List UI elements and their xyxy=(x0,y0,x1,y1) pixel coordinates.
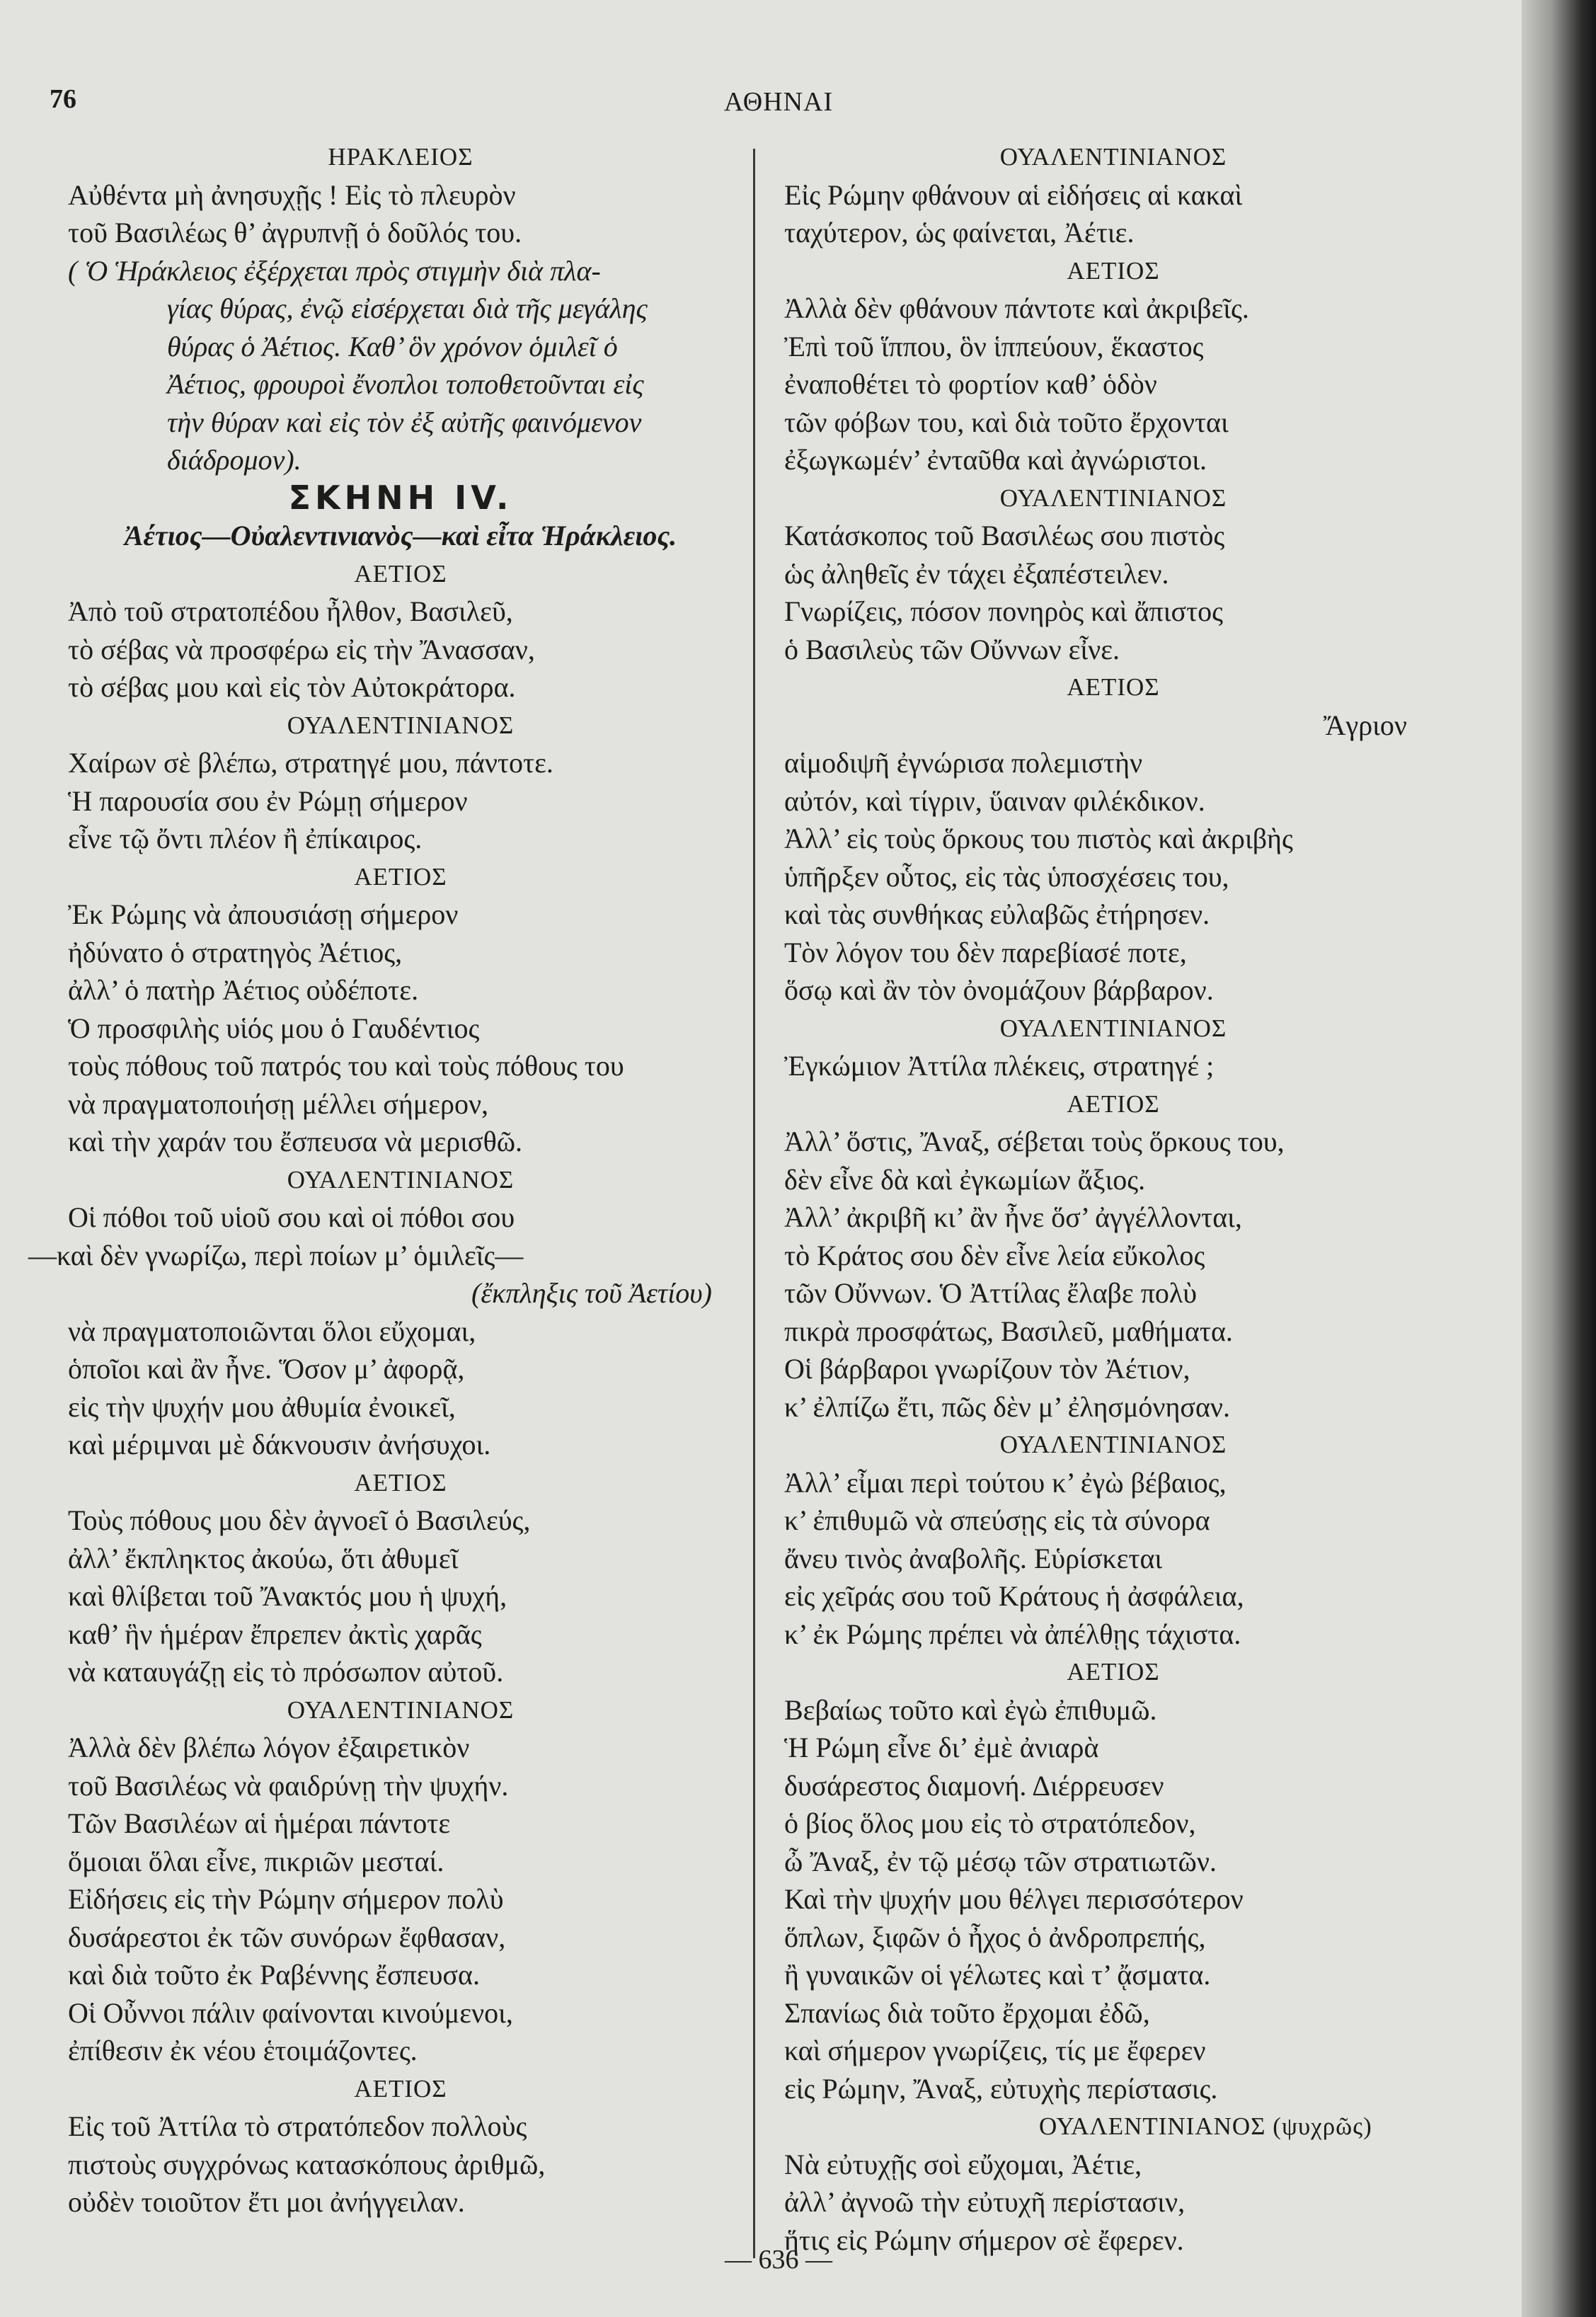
verse-line: εἰς τὴν ψυχήν μου ἀθυμία ἐνοικεῖ, xyxy=(68,1390,456,1423)
verse-line: Βεβαίως τοῦτο καὶ ἐγὼ ἐπιθυμῶ. xyxy=(784,1693,1157,1726)
verse-line: Ἀλλ’ ἀκριβῆ κι’ ἂν ἦνε ὅσ’ ἀγγέλλονται, xyxy=(784,1201,1242,1233)
verse-line: Ἡ Ρώμη εἶνε δι’ ἐμὲ ἀνιαρὰ xyxy=(784,1732,1099,1763)
speaker-name: ΑΕΤΙΟΣ xyxy=(354,559,447,588)
stage-aside: (ἔκπληξις τοῦ Ἀετίου) xyxy=(471,1277,712,1309)
verse-line: Νὰ εὐτυχῇς σοὶ εὔχομαι, Ἀέτιε, xyxy=(784,2148,1142,2180)
verse-line: Οἱ βάρβαροι γνωρίζουν τὸν Ἀέτιον, xyxy=(784,1353,1190,1385)
verse-line: Κατάσκοπος τοῦ Βασιλέως σου πιστὸς xyxy=(784,520,1225,551)
verse-line: πιστοὺς συγχρόνως κατασκόπους ἀριθμῶ, xyxy=(68,2148,546,2180)
verse-line: ἀλλ’ ἀγνοῶ τὴν εὐτυχῆ περίστασιν, xyxy=(784,2186,1185,2218)
page-number: 76 xyxy=(50,84,76,114)
stage-direction: γίας θύρας, ἐνῷ εἰσέρχεται διὰ τῆς μεγάλης xyxy=(167,292,648,324)
verse-line: ἠδύνατο ὁ στρατηγὸς Ἀέτιος, xyxy=(68,936,403,968)
verse-line: Ἀλλ’ εἶμαι περὶ τούτου κ’ ἐγὼ βέβαιος, xyxy=(784,1466,1227,1499)
verse-line: Τὸν λόγον του δὲν παρεβίασέ ποτε, xyxy=(784,936,1187,968)
verse-line: ὅσῳ καὶ ἂν τὸν ὀνομάζουν βάρβαρον. xyxy=(784,974,1214,1006)
speaker-name: ΗΡΑΚΛΕΙΟΣ xyxy=(328,143,473,171)
verse-line: εἰς χεῖράς σου τοῦ Κράτους ἡ ἀσφάλεια, xyxy=(784,1580,1244,1612)
dramatis-personae: Ἀέτιος—Οὐαλεντινιανὸς—καὶ εἶτα Ἡράκλειος. xyxy=(124,520,677,551)
verse-line: δὲν εἶνε δὰ καὶ ἐγκωμίων ἄξιος. xyxy=(784,1163,1146,1196)
speaker-name: ΟΥΑΛΕΝΤΙΝΙΑΝΟΣ xyxy=(999,143,1227,171)
verse-line: καὶ θλίβεται τοῦ Ἄνακτός μου ἡ ψυχή, xyxy=(68,1580,507,1612)
verse-line: Ἐγκώμιον Ἀττίλα πλέκεις, στρατηγέ ; xyxy=(784,1050,1215,1082)
scene-heading: ΣΚΗΝΗ IV. xyxy=(288,478,513,517)
speaker-name: ΑΕΤΙΟΣ xyxy=(1067,1658,1160,1686)
stage-direction: διάδρομον). xyxy=(167,444,302,476)
speaker-name: ΟΥΑΛΕΝΤΙΝΙΑΝΟΣ xyxy=(287,1165,515,1194)
speaker-name: ΑΕΤΙΟΣ xyxy=(1067,1089,1160,1118)
verse-line: Οἱ Οὖννοι πάλιν φαίνονται κινούμενοι, xyxy=(68,1996,513,2029)
running-head: ΑΘΗΝΑΙ xyxy=(723,87,834,117)
book-spine-shadow xyxy=(1522,0,1596,2317)
verse-line: ἀλλ’ ἔκπληκτος ἀκούω, ὅτι ἀθυμεῖ xyxy=(68,1542,459,1574)
verse-line: ἐναποθέτει τὸ φορτίον καθ’ ὁδὸν xyxy=(784,368,1157,400)
verse-line: καὶ τὴν χαράν του ἔσπευσα νὰ μερισθῶ. xyxy=(68,1126,523,1157)
footer-page-number: — 636 — xyxy=(725,2245,832,2275)
verse-line: ὁ Βασιλεὺς τῶν Οὔννων εἶνε. xyxy=(784,633,1120,665)
speaker-name: ΟΥΑΛΕΝΤΙΝΙΑΝΟΣ (ψυχρῶς) xyxy=(1039,2112,1372,2140)
verse-line: ἐπίθεσιν ἐκ νέου ἑτοιμάζοντες. xyxy=(68,2035,418,2066)
column-divider xyxy=(753,149,755,2258)
verse-line: καθ’ ἣν ἡμέραν ἔπρεπεν ἀκτὶς χαρᾶς xyxy=(68,1618,482,1650)
verse-line: εἰς Ρώμην, Ἄναξ, εὐτυχὴς περίστασις. xyxy=(784,2072,1218,2105)
verse-line: ὁ βίος ὅλος μου εἰς τὸ στρατόπεδον, xyxy=(784,1807,1196,1839)
verse-line: τοῦ Βασιλέως θ’ ἀγρυπνῇ ὁ δοῦλός του. xyxy=(68,217,522,248)
verse-line: νὰ πραγματοποιῶνται ὅλοι εὔχομαι, xyxy=(68,1315,476,1347)
verse-line: αἱμοδιψῆ ἐγνώρισα πολεμιστὴν xyxy=(784,747,1143,779)
speaker-name: ΑΕΤΙΟΣ xyxy=(1067,256,1160,285)
verse-line: Αὐθέντα μὴ ἀνησυχῇς ! Εἰς τὸ πλευρὸν xyxy=(68,178,516,211)
speaker-name: ΟΥΑΛΕΝΤΙΝΙΑΝΟΣ xyxy=(999,484,1227,512)
verse-line: ὡς ἀληθεῖς ἐν τάχει ἐξαπέστειλεν. xyxy=(784,557,1169,590)
verse-line: Ὁ προσφιλὴς υἱός μου ὁ Γαυδέντιος xyxy=(68,1012,480,1044)
verse-line: νὰ καταυγάζῃ εἰς τὸ πρόσωπον αὐτοῦ. xyxy=(68,1656,504,1688)
verse-line: Ἀπὸ τοῦ στρατοπέδου ἦλθον, Βασιλεῦ, xyxy=(68,595,513,627)
verse-line: ἄνευ τινὸς ἀναβολῆς. Εὑρίσκεται xyxy=(784,1542,1163,1574)
verse-line: ἀλλ’ ὁ πατὴρ Ἀέτιος οὐδέποτε. xyxy=(68,974,419,1006)
verse-line: —καὶ δὲν γνωρίζω, περὶ ποίων μ’ ὁμιλεῖς— xyxy=(28,1239,524,1271)
verse-line: ἥτις εἰς Ρώμην σήμερον σὲ ἔφερεν. xyxy=(784,2224,1184,2256)
verse-line: Ἀλλὰ δὲν βλέπω λόγον ἐξαιρετικὸν xyxy=(68,1732,470,1763)
verse-line: δυσάρεστοι ἐκ τῶν συνόρων ἔφθασαν, xyxy=(68,1921,506,1953)
verse-line: Γνωρίζεις, πόσον πονηρὸς καὶ ἄπιστος xyxy=(784,595,1223,627)
verse-line: Εἰς τοῦ Ἀττίλα τὸ στρατόπεδον πολλοὺς xyxy=(68,2110,527,2142)
verse-line: καὶ μέριμναι μὲ δάκνουσιν ἀνήσυχοι. xyxy=(68,1429,491,1460)
verse-line: Τῶν Βασιλέων αἱ ἡμέραι πάντοτε xyxy=(68,1807,451,1839)
speaker-name: ΟΥΑΛΕΝΤΙΝΙΑΝΟΣ xyxy=(287,711,515,739)
stage-direction: τὴν θύραν καὶ εἰς τὸν ἐξ αὐτῆς φαινόμενον xyxy=(167,406,642,438)
verse-line: Ἐκ Ρώμης νὰ ἀπουσιάσῃ σήμερον xyxy=(68,898,459,930)
verse-line: Ἐπὶ τοῦ ἵππου, ὃν ἱππεύουν, ἕκαστος xyxy=(784,330,1204,362)
right-column xyxy=(784,138,1442,2259)
verse-line: ἢ γυναικῶν οἱ γέλωτες καὶ τ’ ᾄσματα. xyxy=(784,1959,1211,1991)
speaker-name: ΑΕΤΙΟΣ xyxy=(354,862,447,891)
verse-line: Χαίρων σὲ βλέπω, στρατηγέ μου, πάντοτε. xyxy=(68,747,553,779)
verse-line: ὅπλων, ξιφῶν ὁ ἦχος ὁ ἀνδροπρεπής, xyxy=(784,1921,1206,1953)
verse-line: καὶ σήμερον γνωρίζεις, τίς με ἔφερεν xyxy=(784,2035,1206,2066)
verse-line: Εἰς Ρώμην φθάνουν αἱ εἰδήσεις αἱ κακαὶ xyxy=(784,178,1243,211)
speaker-name: ΟΥΑΛΕΝΤΙΝΙΑΝΟΣ xyxy=(999,1014,1227,1042)
verse-line: τοὺς πόθους τοῦ πατρός του καὶ τοὺς πόθους του xyxy=(68,1050,624,1082)
verse-line: Ἀλλ’ εἰς τοὺς ὅρκους του πιστὸς καὶ ἀκριβὴς xyxy=(784,823,1293,854)
stage-direction: Ἀέτιος, φρουροὶ ἔνοπλοι τοποθετοῦνται εἰς xyxy=(167,368,644,400)
verse-line: δυσάρεστος διαμονή. Διέρρευσεν xyxy=(784,1769,1164,1802)
verse-line: Ἡ παρουσία σου ἐν Ρώμῃ σήμερον xyxy=(68,784,468,817)
verse-line: κ’ ἐπιθυμῶ νὰ σπεύσῃς εἰς τὰ σύνορα xyxy=(784,1504,1210,1536)
verse-line: Οἱ πόθοι τοῦ υἱοῦ σου καὶ οἱ πόθοι σου xyxy=(68,1201,515,1233)
verse-line: Τοὺς πόθους μου δὲν ἀγνοεῖ ὁ Βασιλεύς, xyxy=(68,1504,531,1536)
verse-line: ὁποῖοι καὶ ἂν ἦνε. Ὅσον μ’ ἀφορᾷ, xyxy=(68,1353,465,1385)
verse-line: πικρὰ προσφάτως, Βασιλεῦ, μαθήματα. xyxy=(784,1315,1233,1347)
verse-line: ἐξωγκωμέν’ ἐνταῦθα καὶ ἀγνώριστοι. xyxy=(784,444,1207,476)
speaker-name: ΑΕΤΙΟΣ xyxy=(354,2074,447,2103)
verse-line: Καὶ τὴν ψυχήν μου θέλγει περισσότερον xyxy=(784,1883,1244,1915)
verse-line: τῶν Οὔννων. Ὁ Ἀττίλας ἔλαβε πολὺ xyxy=(784,1277,1198,1309)
speaker-name: ΑΕΤΙΟΣ xyxy=(1067,673,1160,701)
verse-line: οὐδὲν τοιοῦτον ἔτι μοι ἀνήγγειλαν. xyxy=(68,2186,465,2218)
verse-line: τὸ σέβας μου καὶ εἰς τὸν Αὐτοκράτορα. xyxy=(68,671,516,703)
verse-line: ταχύτερον, ὡς φαίνεται, Ἀέτιε. xyxy=(784,217,1135,248)
verse-line: καὶ τὰς συνθήκας εὐλαβῶς ἐτήρησεν. xyxy=(784,898,1210,930)
verse-line: τῶν φόβων του, καὶ διὰ τοῦτο ἔρχονται xyxy=(784,406,1229,438)
verse-line: τοῦ Βασιλέως νὰ φαιδρύνῃ τὴν ψυχήν. xyxy=(68,1769,509,1802)
verse-line: Σπανίως διὰ τοῦτο ἔρχομαι ἐδῶ, xyxy=(784,1996,1150,2029)
verse-line: Εἰδήσεις εἰς τὴν Ρώμην σήμερον πολὺ xyxy=(68,1883,504,1915)
verse-line: εἶνε τῷ ὄντι πλέον ἢ ἐπίκαιρος. xyxy=(68,823,423,854)
stage-direction: θύρας ὁ Ἀέτιος. Καθ’ ὃν χρόνον ὁμιλεῖ ὁ xyxy=(167,330,618,362)
verse-line: Ἀλλὰ δὲν φθάνουν πάντοτε καὶ ἀκριβεῖς. xyxy=(784,292,1249,324)
verse-line: κ’ ἐκ Ρώμης πρέπει νὰ ἀπέλθῃς τάχιστα. xyxy=(784,1618,1241,1650)
verse-line: αὐτόν, καὶ τίγριν, ὕαιναν φιλέκδικον. xyxy=(784,784,1205,817)
verse-line: καὶ διὰ τοῦτο ἐκ Ραβέννης ἔσπευσα. xyxy=(68,1959,480,1991)
verse-line: τὸ Κράτος σου δὲν εἶνε λεία εὔκολος xyxy=(784,1239,1205,1271)
verse-line: κ’ ἐλπίζω ἔτι, πῶς δὲν μ’ ἐλησμόνησαν. xyxy=(784,1390,1230,1423)
speaker-name: ΟΥΑΛΕΝΤΙΝΙΑΝΟΣ xyxy=(287,1695,515,1724)
verse-line: ὅμοιαι ὅλαι εἶνε, πικριῶν μεσταί. xyxy=(68,1845,444,1877)
verse-line: τὸ σέβας νὰ προσφέρω εἰς τὴν Ἄνασσαν, xyxy=(68,633,535,665)
stage-direction: ( Ὁ Ἡράκλειος ἐξέρχεται πρὸς στιγμὴν διὰ πλα- xyxy=(68,254,601,287)
verse-line: ὑπῆρξεν οὗτος, εἰς τὰς ὑποσχέσεις του, xyxy=(784,860,1229,893)
verse-line: νὰ πραγματοποιήσῃ μέλλει σήμερον, xyxy=(68,1087,489,1120)
verse-line: ὦ Ἄναξ, ἐν τῷ μέσῳ τῶν στρατιωτῶν. xyxy=(784,1845,1217,1877)
speaker-name: ΟΥΑΛΕΝΤΙΝΙΑΝΟΣ xyxy=(999,1431,1227,1458)
verse-line: Ἀλλ’ ὅστις, Ἄναξ, σέβεται τοὺς ὅρκους του, xyxy=(784,1126,1285,1157)
left-column xyxy=(28,138,733,2221)
verse-line: Ἄγριον xyxy=(1323,709,1407,741)
speaker-name: ΑΕΤΙΟΣ xyxy=(354,1468,447,1497)
